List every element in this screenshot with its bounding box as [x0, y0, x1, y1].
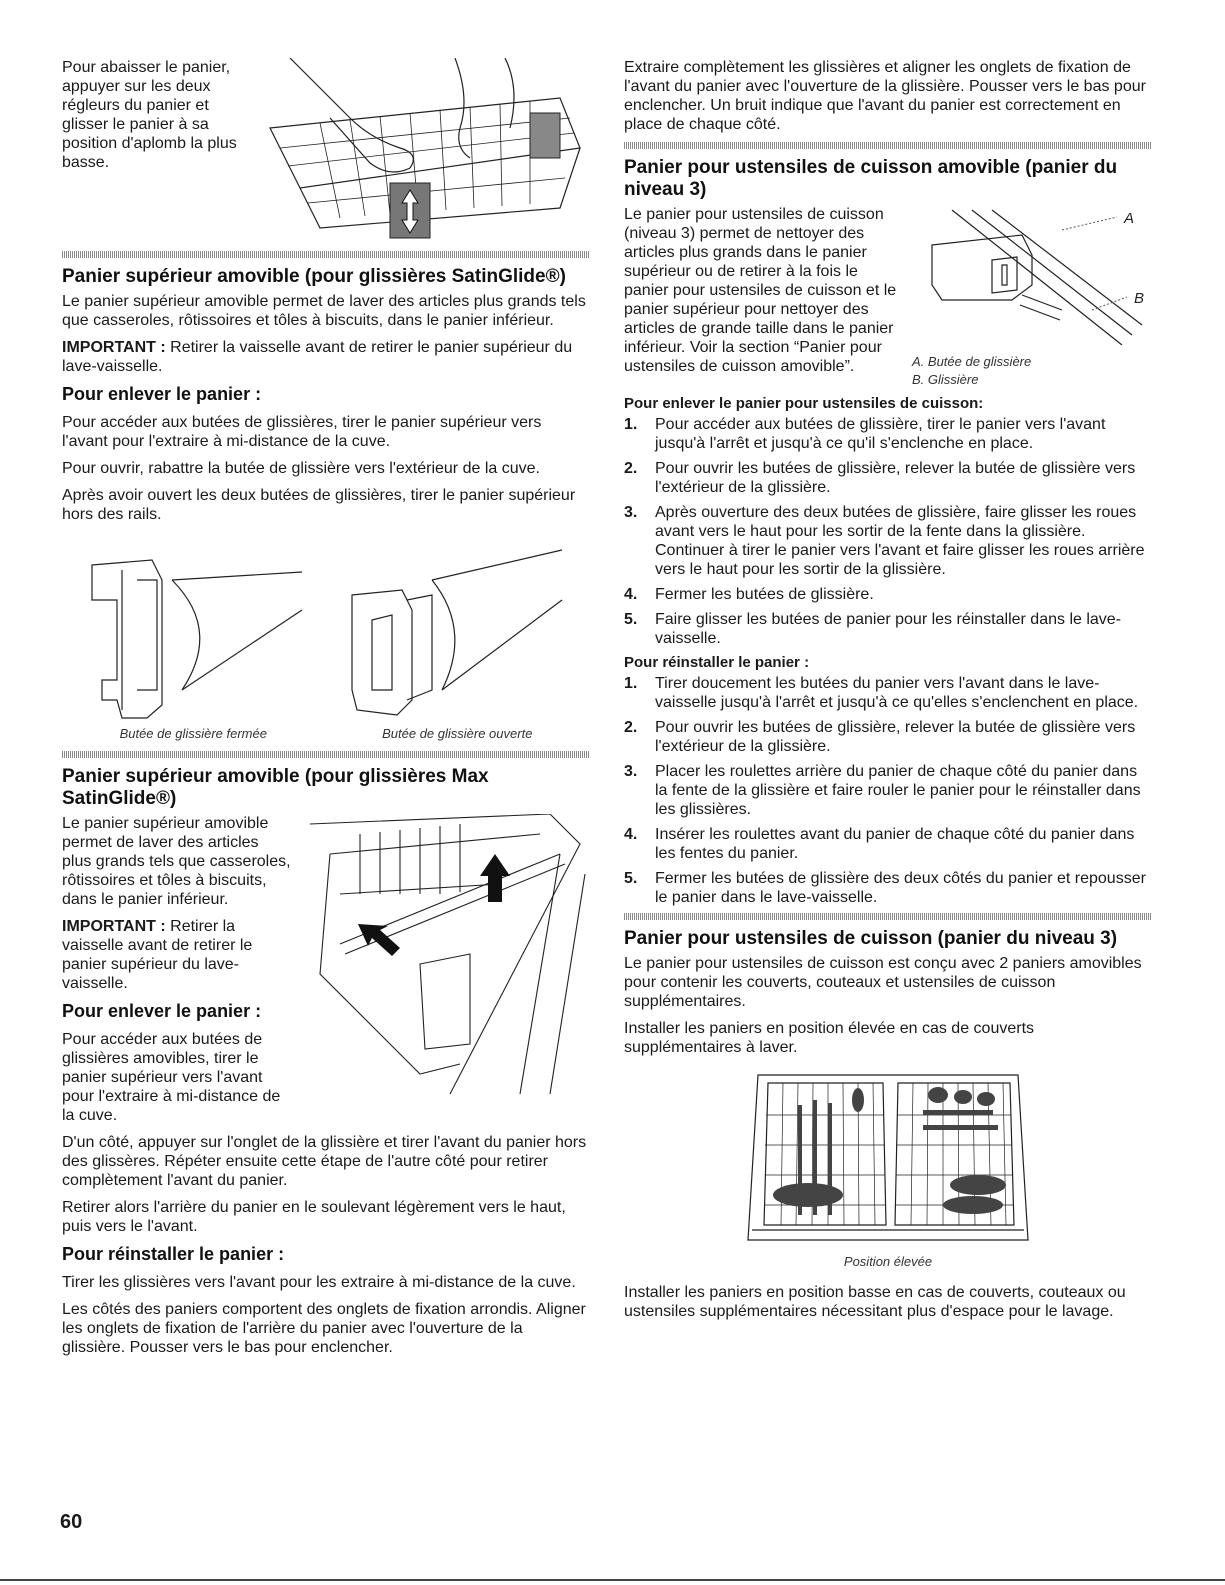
important-label: IMPORTANT : [62, 339, 166, 356]
step-text: Fermer les butées de glissière. [655, 586, 874, 603]
section-divider [624, 913, 1152, 920]
intro-text: Extraire complètement les glissières et aligner les onglets de fixation de l'avant du panier avec l'ouverture de la glissière. Pousser vers le bas pour enclencher. Un bruit indique que l'avant du panier est correctement en place de chaque côté. [624, 59, 1146, 133]
caption-raised-position: Position élevée [843, 1254, 933, 1269]
legend-b: B. Glissière [912, 372, 979, 387]
label-a: A [1124, 210, 1135, 227]
intro-text: Pour abaisser le panier, appuyer sur les deux régleurs du panier et glisser le panier à sa position d'aplomb la plus basse. [62, 59, 237, 171]
list-item [624, 674, 1152, 712]
section-heading-max-satinglide: Panier supérieur amovible (pour glissières Max SatinGlide®) [62, 766, 489, 809]
step-text: Fermer les butées de glissière des deux côtés du panier et repousser le panier dans le lave-vaisselle. [655, 870, 1146, 906]
raised-position-illustration [738, 1065, 1038, 1250]
step-number: 1. [624, 675, 638, 692]
list-item [624, 459, 1152, 497]
step-number: 2. [624, 460, 638, 477]
step-text: Pour ouvrir les butées de glissière, relever la butée de glissière vers l'extérieur de la glissière. [655, 719, 1136, 755]
paragraph: Installer les paniers en position basse en cas de couverts, couteaux ou ustensiles supplémentaires nécessitant plus d'espace pour le lavage. [624, 1284, 1126, 1320]
section-divider [62, 251, 590, 258]
paragraph: Le panier pour ustensiles de cuisson est conçu avec 2 paniers amovibles pour contenir les couverts, couteaux et ustensiles de cuisson supplémentaires. [624, 955, 1142, 1010]
subheading-reinstall-basket: Pour réinstaller le panier : [624, 654, 810, 671]
bottom-rule [0, 1579, 1225, 1581]
important-text: Retirer la vaisselle avant de retirer le panier supérieur du lave-vaisselle. [62, 918, 253, 992]
legend-a: A. Butée de glissière [912, 354, 1032, 369]
step-number: 5. [624, 870, 638, 887]
list-item [624, 415, 1152, 453]
caption-stop-closed: Butée de glissière fermée [119, 726, 267, 741]
section-heading-cookware-basket: Panier pour ustensiles de cuisson (panier du niveau 3) [624, 928, 1118, 949]
max-satinglide-illustration [300, 814, 590, 1099]
important-label: IMPORTANT : [62, 918, 166, 935]
subheading-remove-cookware-basket: Pour enlever le panier pour ustensiles de cuisson: [624, 395, 984, 412]
step-number: 3. [624, 763, 638, 780]
rail-stop-illustration [912, 205, 1152, 345]
rack-stop-illustrations [62, 540, 590, 720]
list-item [624, 585, 1152, 604]
step-text: Pour ouvrir les butées de glissière, relever la butée de glissière vers l'extérieur de la glissière. [655, 460, 1136, 496]
section-heading-removable-cookware-basket: Panier pour ustensiles de cuisson amovible (panier du niveau 3) [624, 157, 1118, 200]
subheading-reinstall-basket: Pour réinstaller le panier : [62, 1244, 285, 1264]
list-item [624, 825, 1152, 863]
list-item [624, 718, 1152, 756]
list-item [624, 503, 1152, 579]
paragraph: Pour accéder aux butées de glissières, tirer le panier supérieur vers l'avant pour l'extraire à mi-distance de la cuve. [62, 414, 542, 450]
paragraph: D'un côté, appuyer sur l'onglet de la glissière et tirer l'avant du panier hors des glissères. Répéter ensuite cette étape de l'autre côté pour retirer complètement l'avant du panier. [62, 1134, 587, 1189]
section-divider [62, 751, 590, 758]
step-text: Pour accéder aux butées de glissière, tirer le panier vers l'avant jusqu'à l'arrêt et jusqu'à ce qu'il s'enclenche en place. [655, 416, 1106, 452]
reinstall-steps-list [624, 674, 1152, 907]
right-column [624, 58, 1152, 1329]
remove-steps-list [624, 415, 1152, 648]
page-number: 60 [60, 1511, 83, 1533]
paragraph: Retirer alors l'arrière du panier en le soulevant légèrement vers le haut, puis vers le l'avant. [62, 1199, 566, 1235]
paragraph: Le panier supérieur amovible permet de laver des articles plus grands tels que casseroles, rôtissoires et tôles à biscuits, dans le panier inférieur. [62, 815, 291, 908]
left-column [62, 58, 590, 1365]
subheading-remove-basket: Pour enlever le panier : [62, 1001, 262, 1021]
step-number: 1. [624, 416, 638, 433]
step-number: 5. [624, 611, 638, 628]
step-number: 2. [624, 719, 638, 736]
paragraph: Pour ouvrir, rabattre la butée de glissière vers l'extérieur de la cuve. [62, 460, 540, 477]
caption-stop-open: Butée de glissière ouverte [382, 726, 533, 741]
list-item [624, 869, 1152, 907]
important-text: Retirer la vaisselle avant de retirer le panier supérieur du lave-vaisselle. [62, 339, 573, 375]
paragraph: Tirer les glissières vers l'avant pour les extraire à mi-distance de la cuve. [62, 1274, 576, 1291]
paragraph: Pour accéder aux butées de glissières amovibles, tirer le panier supérieur vers l'avant pour l'extraire à mi-distance de la cuve. [62, 1031, 281, 1124]
paragraph: Les côtés des paniers comportent des onglets de fixation arrondis. Aligner les onglets de fixation de l'arrière du panier avec l'ouverture de la glissière. Pousser vers le bas pour enclencher. [62, 1301, 586, 1356]
label-b: B [1134, 290, 1145, 307]
section-heading-satinglide: Panier supérieur amovible (pour glissières SatinGlide®) [62, 266, 566, 287]
list-item [624, 762, 1152, 819]
step-number: 4. [624, 586, 638, 603]
lower-basket-illustration [260, 58, 590, 243]
important-note [62, 338, 590, 376]
step-text: Tirer doucement les butées du panier vers l'avant dans le lave-vaisselle jusqu'à l'arrêt et jusqu'à ce qu'elles s'enclenchent en place. [655, 675, 1139, 711]
rail-stop-figure [912, 205, 1152, 389]
list-item [624, 610, 1152, 648]
subheading-remove-basket: Pour enlever le panier : [62, 384, 262, 404]
paragraph: Après avoir ouvert les deux butées de glissières, tirer le panier supérieur hors des rails. [62, 487, 576, 523]
step-text: Après ouverture des deux butées de glissière, faire glisser les roues avant vers le haut pour les sortir de la fente dans la glissière. Continuer à tirer le panier vers l'avant et faire glisser les roues arrière vers le haut pour les sortir de la glissière. [655, 504, 1145, 578]
paragraph: Installer les paniers en position élevée en cas de couverts supplémentaires à laver. [624, 1020, 1035, 1056]
step-number: 3. [624, 504, 638, 521]
step-text: Placer les roulettes arrière du panier de chaque côté du panier dans la fente de la glissière et faire rouler le panier pour le réinstaller dans les glissières. [655, 763, 1141, 818]
section-divider [624, 142, 1152, 149]
paragraph: Le panier supérieur amovible permet de laver des articles plus grands tels que casseroles, rôtissoires et tôles à biscuits, dans le panier inférieur. [62, 293, 586, 329]
step-text: Faire glisser les butées de panier pour les réinstaller dans le lave-vaisselle. [655, 611, 1122, 647]
paragraph: Le panier pour ustensiles de cuisson (niveau 3) permet de nettoyer des articles plus grands dans le panier supérieur ou de retirer à la fois le panier pour ustensiles de cuisson et le panier supérieur pour nettoyer des articles de grande taille dans le panier inférieur. Voir la section “Panier pour ustensiles de cuisson amovible”. [624, 206, 897, 375]
step-number: 4. [624, 826, 638, 843]
step-text: Insérer les roulettes avant du panier de chaque côté du panier dans les fentes du panier. [655, 826, 1135, 862]
